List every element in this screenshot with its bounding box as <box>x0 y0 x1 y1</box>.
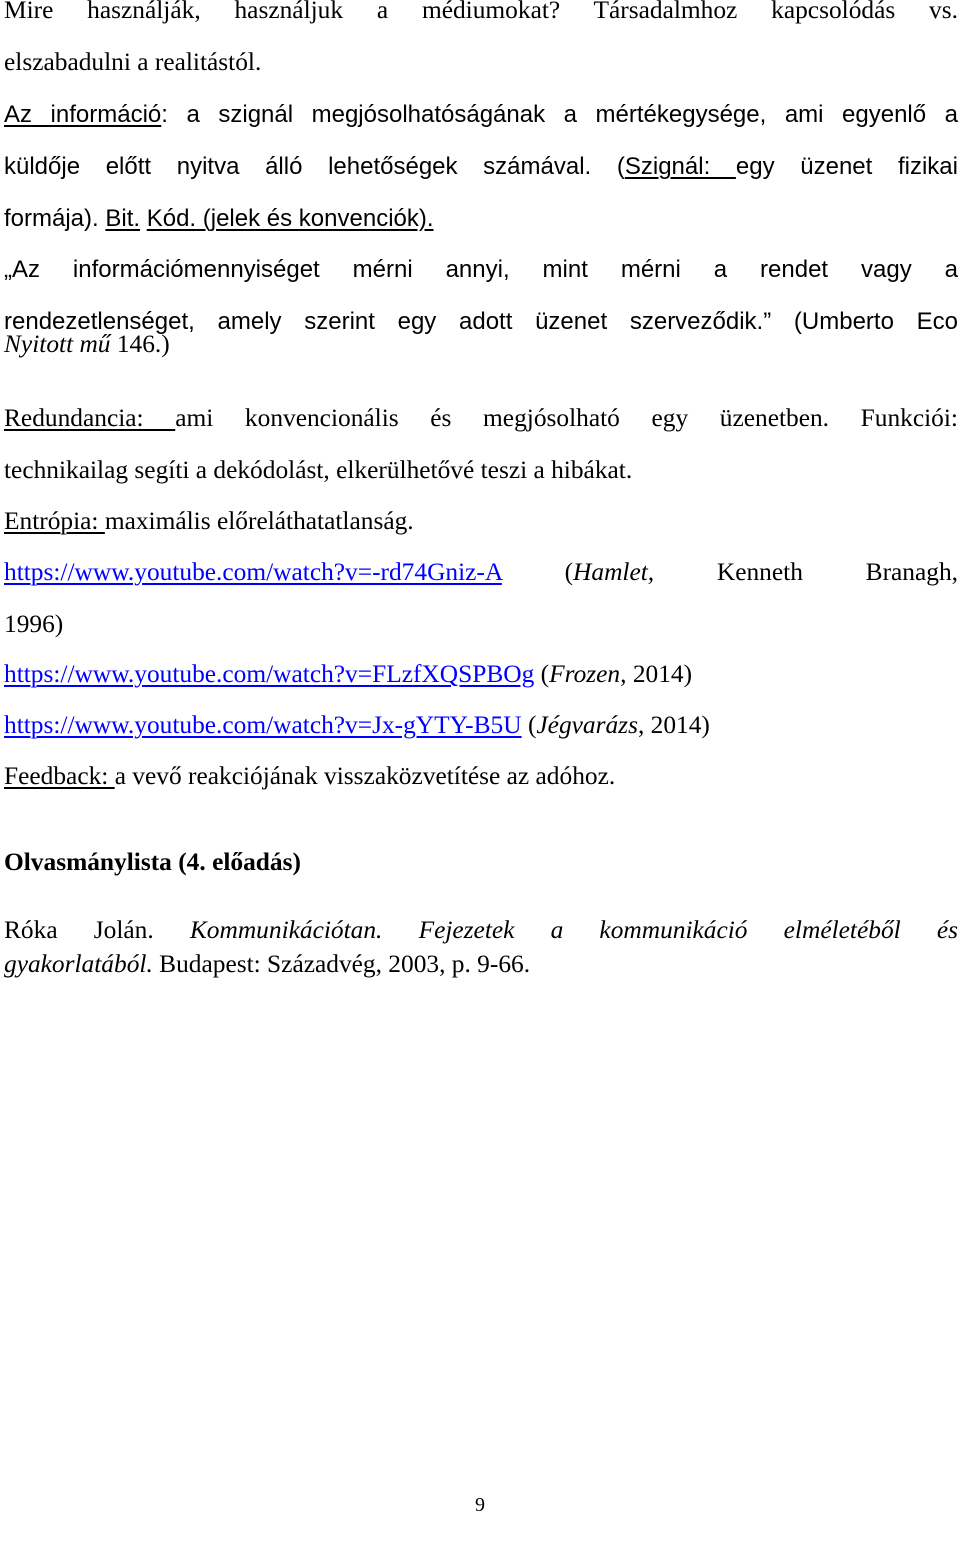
intro-text: Mire használják, használjuk a médiumokat? Társadalmhoz kapcsolódás vs. <box>4 0 958 24</box>
bit-term: Bit. <box>105 205 141 232</box>
reading-list-heading-text: Olvasmánylista (4. előadás) <box>4 848 301 876</box>
feedback-def: a vevő reakciójának visszaközvetítése az adóhoz. <box>114 762 616 790</box>
quote-text-1: „Az információmennyiséget mérni annyi, mint mérni a rendet vagy a <box>4 256 958 283</box>
redundancy-line-1 <box>4 404 958 433</box>
code-def: (jelek és konvenciók). <box>196 205 434 232</box>
reading-title: Kommunikációtan. Fejezetek a kommunikáció elméletéből és <box>189 916 959 944</box>
intro-line-2 <box>4 48 958 77</box>
redundancy-def-2: technikailag segíti a dekódolást, elkerülhetővé teszi a hibákat. <box>4 456 633 484</box>
hamlet-paren: ( <box>501 558 574 586</box>
hamlet-link[interactable]: https://www.youtube.com/watch?v=-rd74Gniz-A <box>4 558 502 586</box>
hamlet-title: Hamlet, <box>573 558 655 586</box>
information-term: Az információ <box>4 101 162 128</box>
information-def: : a szignál megjósolhatóságának a mértékegysége, ami egyenlő a <box>161 101 958 128</box>
entropy-term: Entrópia: <box>4 507 105 535</box>
information-line-2 <box>4 153 958 181</box>
information-def-2: küldője előtt nyitva álló lehetőségek számával. ( <box>4 153 625 180</box>
reading-list-heading <box>4 848 958 877</box>
hamlet-director: Kenneth Branagh, <box>654 558 958 586</box>
frozen-year: 2014) <box>626 660 693 688</box>
quote-text-2: rendezetlenséget, amely szerint egy adott üzenet szerveződik.” (Umberto Eco <box>4 308 958 335</box>
reading-title-2: gyakorlatából. <box>4 950 153 978</box>
redundancy-def: ami konvencionális és megjósolható egy üzenetben. Funkciói: <box>175 404 958 432</box>
reading-item-line-2 <box>4 950 958 979</box>
reading-item-line-1 <box>4 916 958 945</box>
entropy-line <box>4 507 958 536</box>
quote-line-1 <box>4 256 958 284</box>
hamlet-year-line <box>4 610 958 639</box>
signal-def-2: formája). <box>4 205 106 232</box>
frozen-link[interactable]: https://www.youtube.com/watch?v=FLzfXQSPBOg <box>4 660 535 688</box>
reading-publisher: Budapest: Századvég, 2003, p. 9-66. <box>152 950 531 978</box>
intro-text-2: elszabadulni a realitástól. <box>4 48 262 76</box>
jegvarazs-line <box>4 711 958 740</box>
frozen-line <box>4 660 958 689</box>
feedback-line <box>4 762 958 791</box>
redundancy-line-2 <box>4 456 958 485</box>
quote-line-3 <box>4 330 958 359</box>
information-line-1 <box>4 101 958 129</box>
jegvarazs-year: , 2014) <box>637 711 710 739</box>
signal-def: egy üzenet fizikai <box>735 153 958 180</box>
jegvarazs-link[interactable]: https://www.youtube.com/watch?v=Jx-gYTY-B5U <box>4 711 522 739</box>
signal-term: Szignál: <box>624 153 736 180</box>
entropy-def: maximális előreláthatatlanság. <box>104 507 414 535</box>
code-term: Kód. <box>146 205 197 232</box>
intro-line-1 <box>4 0 958 25</box>
reading-author: Róka Jolán. <box>4 916 190 944</box>
quote-work-title: Nyitott mű <box>4 330 111 358</box>
redundancy-term: Redundancia: <box>4 404 176 432</box>
frozen-title: Frozen, <box>549 660 627 688</box>
information-line-3 <box>4 205 958 233</box>
hamlet-line <box>4 558 958 587</box>
hamlet-year: 1996) <box>4 610 64 638</box>
frozen-paren: ( <box>534 660 550 688</box>
jegvarazs-paren: ( <box>521 711 537 739</box>
page-number: 9 <box>475 1494 485 1516</box>
quote-page: 146.) <box>110 330 170 358</box>
jegvarazs-title: Jégvarázs <box>536 711 638 739</box>
feedback-term: Feedback: <box>4 762 115 790</box>
